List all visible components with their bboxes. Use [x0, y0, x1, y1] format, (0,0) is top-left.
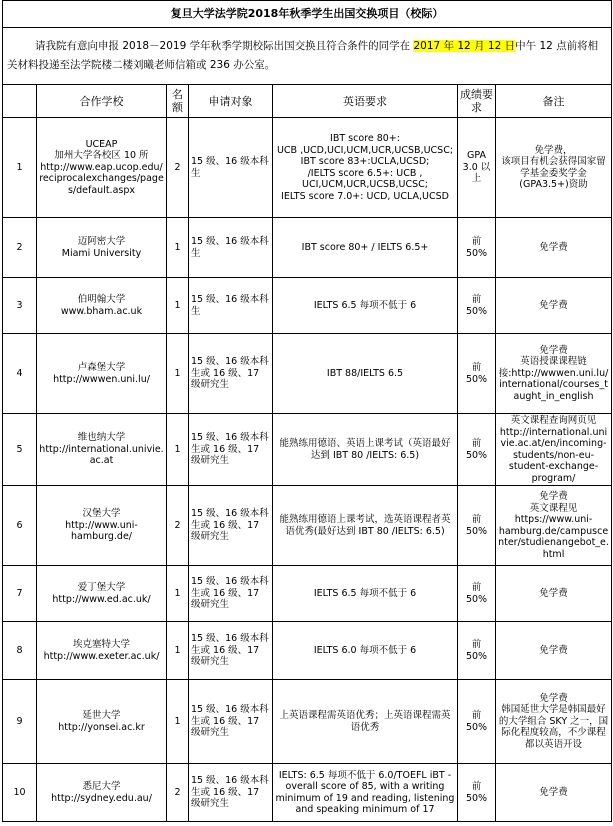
grade-requirement-cell: 前 50% — [458, 764, 496, 822]
grade-requirement-cell: 前 50% — [458, 334, 496, 414]
table-row — [3, 278, 612, 334]
school-cell: 埃克塞特大学 http://www.exeter.ac.uk/ — [37, 622, 167, 680]
grade-requirement-cell: 前 50% — [458, 566, 496, 622]
english-requirement-cell: 上英语课程需英语优秀；上英语课程需英语优秀 — [273, 680, 458, 764]
target-cell: 15 级、16 级本科生 — [189, 278, 273, 334]
school-cell: 爱丁堡大学 http://www.ed.ac.uk/ — [37, 566, 167, 622]
grade-requirement-cell: 前 50% — [458, 414, 496, 486]
note-cell: 免学费 韩国延世大学是韩国最好的大学组合 SKY 之一，国际化程度较高，不少课程都以英语开设 — [496, 680, 612, 764]
row-number: 7 — [3, 566, 37, 622]
table-row — [3, 622, 612, 680]
table-row — [3, 334, 612, 414]
quota-cell: 1 — [167, 414, 189, 486]
note-cell: 免学费 — [496, 764, 612, 822]
grade-requirement-cell: 前 50% — [458, 622, 496, 680]
english-requirement-cell: IBT score 80+ / IELTS 6.5+ — [273, 218, 458, 278]
target-cell: 15 级、16 级本科生 — [189, 218, 273, 278]
table-row — [3, 218, 612, 278]
header-row — [3, 85, 612, 118]
school-cell: 伯明翰大学 www.bham.ac.uk — [37, 278, 167, 334]
table-row — [3, 118, 612, 218]
school-cell: 卢森堡大学 http://wwwen.uni.lu/ — [37, 334, 167, 414]
header-english: 英语要求 — [273, 85, 458, 118]
grade-requirement-cell: 前 50% — [458, 218, 496, 278]
target-cell: 15 级、16 级本科生或 16 级、17 级研究生 — [189, 680, 273, 764]
note-cell: 免学费， 该项目有机会获得国家留学基金委奖学金(GPA3.5+)资助 — [496, 118, 612, 218]
english-requirement-cell: IELTS 6.5 每项不低于 6 — [273, 278, 458, 334]
target-cell: 15 级、16 级本科生 — [189, 118, 273, 218]
quota-cell: 2 — [167, 764, 189, 822]
quota-cell: 2 — [167, 486, 189, 566]
intro-text-before: 请我院有意向申报 2018－2019 学年秋季学期校际出国交换且符合条件的同学在 — [35, 40, 414, 52]
header-target: 申请对象 — [189, 85, 273, 118]
school-cell: 汉堡大学 http://www.uni-hamburg.de/ — [37, 486, 167, 566]
quota-cell: 1 — [167, 218, 189, 278]
note-cell: 免学费 — [496, 278, 612, 334]
school-cell: 迈阿密大学 Miami University — [37, 218, 167, 278]
english-requirement-cell: IELTS 6.0 每项不低于 6 — [273, 622, 458, 680]
note-cell: 免学费 英语授课课程链接:http://wwwen.uni.lu/international/courses_taught_in_english — [496, 334, 612, 414]
english-requirement-cell: IBT score 80+: UCB ,UCD,UCI,UCM,UCR,UCSB,UCSC; IBT score 83+:UCLA,UCSD; /IELTS score 6.5+: UCB , UCI,UCM,UCR,UCSB,UCSC; IELTS score 7.0+: UCD, UCLA,UCSD — [273, 118, 458, 218]
row-number: 9 — [3, 680, 37, 764]
note-cell: 免学费 — [496, 622, 612, 680]
english-requirement-cell: IELTS: 6.5 每项不低于 6.0/TOEFL iBT - overall score of 85, with a writing minimum of 19 and reading, listening and speaking minimum of 17 — [273, 764, 458, 822]
quota-cell: 1 — [167, 566, 189, 622]
row-number: 6 — [3, 486, 37, 566]
intro-row — [3, 28, 612, 85]
quota-cell: 1 — [167, 680, 189, 764]
english-requirement-cell: 能熟练用德语、英语上课考试（英语最好达到 IBT 80 /IELTS: 6.5) — [273, 414, 458, 486]
deadline-highlight: 2017 年 12 月 12 日 — [413, 40, 516, 52]
exchange-program-table — [2, 0, 612, 822]
intro-paragraph — [3, 28, 612, 85]
table-row — [3, 566, 612, 622]
header-index — [3, 85, 37, 118]
row-number: 4 — [3, 334, 37, 414]
note-cell: 免学费 英文课程见 https://www.uni-hamburg.de/campuscenter/studienangebot_e.html — [496, 486, 612, 566]
target-cell: 15 级、16 级本科生或 16 级、17 级研究生 — [189, 622, 273, 680]
quota-cell: 2 — [167, 118, 189, 218]
school-cell: 悉尼大学 http://sydney.edu.au/ — [37, 764, 167, 822]
row-number: 10 — [3, 764, 37, 822]
row-number: 5 — [3, 414, 37, 486]
row-number: 1 — [3, 118, 37, 218]
english-requirement-cell: 能熟练用德语上课考试，选英语课程者英语优秀(最好达到 IBT 80 /IELTS: 6.5) — [273, 486, 458, 566]
note-cell: 免学费 — [496, 218, 612, 278]
header-grade: 成绩要求 — [458, 85, 496, 118]
table-row — [3, 764, 612, 822]
school-cell: 延世大学 http://yonsei.ac.kr — [37, 680, 167, 764]
row-number: 3 — [3, 278, 37, 334]
row-number: 2 — [3, 218, 37, 278]
english-requirement-cell: IELTS 6.5 每项不低于 6 — [273, 566, 458, 622]
table-row — [3, 486, 612, 566]
table-row — [3, 680, 612, 764]
title-row — [3, 1, 612, 28]
grade-requirement-cell: 前 50% — [458, 486, 496, 566]
grade-requirement-cell: GPA 3.0 以上 — [458, 118, 496, 218]
quota-cell: 1 — [167, 622, 189, 680]
header-school: 合作学校 — [37, 85, 167, 118]
row-number: 8 — [3, 622, 37, 680]
target-cell: 15 级、16 级本科生或 16 级、17 级研究生 — [189, 414, 273, 486]
table-row — [3, 414, 612, 486]
target-cell: 15 级、16 级本科生或 16 级、17 级研究生 — [189, 764, 273, 822]
english-requirement-cell: IBT 88/IELTS 6.5 — [273, 334, 458, 414]
note-cell: 英文课程查询网页见 http://international.univie.ac.at/en/incoming-students/non-eu-student-exchange-program/ — [496, 414, 612, 486]
school-cell: 维也纳大学 http://international.univie.ac.at — [37, 414, 167, 486]
intro-text-after: 中午 12 点前将相关材料投递至法学院楼二楼刘曦老师信箱或 236 办公室。 — [7, 40, 599, 71]
quota-cell: 1 — [167, 278, 189, 334]
header-note: 备注 — [496, 85, 612, 118]
grade-requirement-cell: 前 50% — [458, 680, 496, 764]
quota-cell: 1 — [167, 334, 189, 414]
note-cell: 免学费 — [496, 566, 612, 622]
grade-requirement-cell: 前 50% — [458, 278, 496, 334]
target-cell: 15 级、16 级本科生或 16 级、17 级研究生 — [189, 566, 273, 622]
target-cell: 15 级、16 级本科生或 16 级、17 级研究生 — [189, 486, 273, 566]
school-cell: UCEAP 加州大学各校区 10 所 http://www.eap.ucop.edu/reciprocalexchanges/pages/default.aspx — [37, 118, 167, 218]
document-title: 复旦大学法学院2018年秋季学生出国交换项目（校际） — [3, 1, 612, 28]
header-quota: 名额 — [167, 85, 189, 118]
target-cell: 15 级、16 级本科生或 16 级、17 级研究生 — [189, 334, 273, 414]
